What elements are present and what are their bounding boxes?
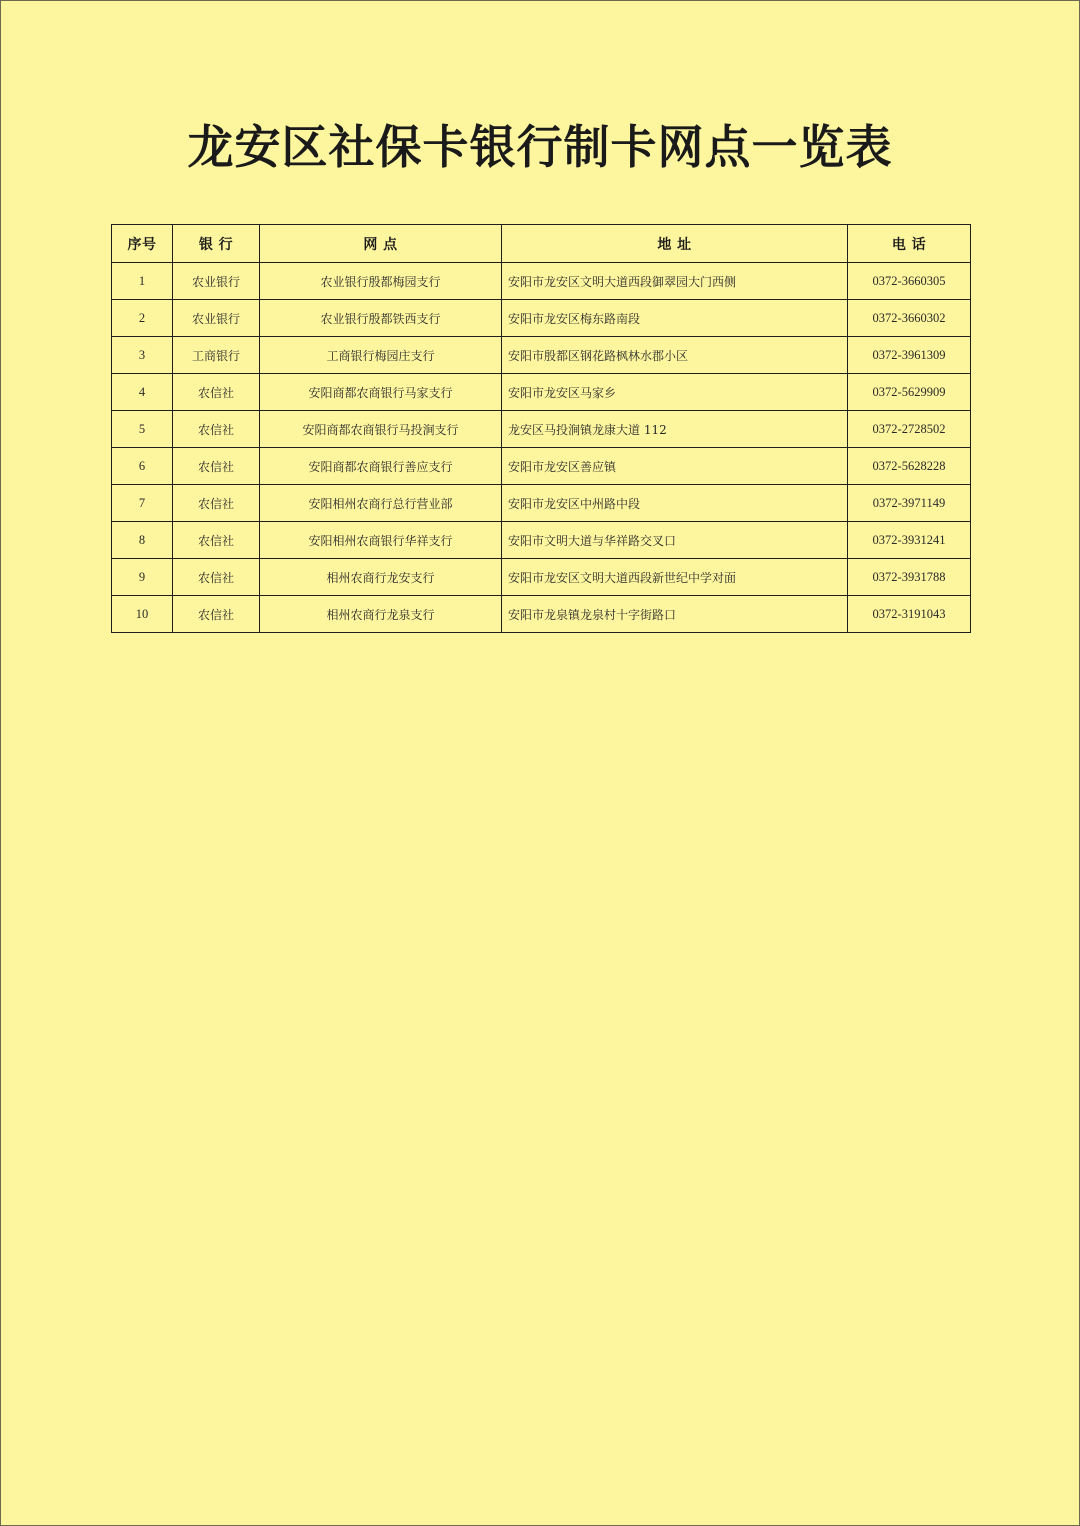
cell-address: 安阳市龙安区梅东路南段 <box>502 300 848 337</box>
table-row <box>112 300 971 337</box>
cell-bank: 农信社 <box>173 411 260 448</box>
cell-branch: 农业银行殷都梅园支行 <box>260 263 502 300</box>
cell-bank: 农业银行 <box>173 300 260 337</box>
cell-branch: 工商银行梅园庄支行 <box>260 337 502 374</box>
cell-address: 安阳市龙安区马家乡 <box>502 374 848 411</box>
header-index: 序号 <box>112 225 173 263</box>
table-row <box>112 448 971 485</box>
cell-phone: 0372-3660302 <box>848 300 971 337</box>
cell-phone: 0372-3961309 <box>848 337 971 374</box>
cell-index: 7 <box>112 485 173 522</box>
cell-address: 安阳市龙安区文明大道西段新世纪中学对面 <box>502 559 848 596</box>
cell-index: 3 <box>112 337 173 374</box>
cell-bank: 农信社 <box>173 374 260 411</box>
table-row <box>112 522 971 559</box>
table-row <box>112 596 971 633</box>
cell-phone: 0372-3971149 <box>848 485 971 522</box>
cell-address: 安阳市文明大道与华祥路交叉口 <box>502 522 848 559</box>
cell-branch: 相州农商行龙安支行 <box>260 559 502 596</box>
cell-bank: 农业银行 <box>173 263 260 300</box>
cell-branch: 安阳商都农商银行善应支行 <box>260 448 502 485</box>
cell-address: 安阳市龙安区中州路中段 <box>502 485 848 522</box>
cell-bank: 农信社 <box>173 485 260 522</box>
cell-index: 2 <box>112 300 173 337</box>
cell-phone: 0372-2728502 <box>848 411 971 448</box>
header-branch: 网 点 <box>260 225 502 263</box>
cell-phone: 0372-5629909 <box>848 374 971 411</box>
page-title: 龙安区社保卡银行制卡网点一览表 <box>187 120 893 174</box>
cell-address: 安阳市龙泉镇龙泉村十字街路口 <box>502 596 848 633</box>
cell-phone: 0372-5628228 <box>848 448 971 485</box>
cell-bank: 农信社 <box>173 522 260 559</box>
table-row <box>112 559 971 596</box>
cell-phone: 0372-3931788 <box>848 559 971 596</box>
cell-branch: 安阳商都农商银行马家支行 <box>260 374 502 411</box>
cell-index: 10 <box>112 596 173 633</box>
header-phone: 电 话 <box>848 225 971 263</box>
cell-branch: 安阳商都农商银行马投涧支行 <box>260 411 502 448</box>
table-header-row <box>112 225 971 263</box>
table-row <box>112 374 971 411</box>
cell-index: 1 <box>112 263 173 300</box>
branch-table <box>111 224 971 633</box>
cell-address: 安阳市龙安区文明大道西段御翠园大门西侧 <box>502 263 848 300</box>
cell-index: 5 <box>112 411 173 448</box>
header-bank: 银 行 <box>173 225 260 263</box>
cell-phone: 0372-3931241 <box>848 522 971 559</box>
cell-phone: 0372-3660305 <box>848 263 971 300</box>
table-row <box>112 411 971 448</box>
cell-index: 6 <box>112 448 173 485</box>
cell-branch: 安阳相州农商行总行营业部 <box>260 485 502 522</box>
table-row <box>112 337 971 374</box>
table-row <box>112 263 971 300</box>
cell-phone: 0372-3191043 <box>848 596 971 633</box>
cell-branch: 安阳相州农商银行华祥支行 <box>260 522 502 559</box>
cell-branch: 农业银行殷都铁西支行 <box>260 300 502 337</box>
header-address: 地 址 <box>502 225 848 263</box>
cell-address: 安阳市龙安区善应镇 <box>502 448 848 485</box>
cell-address: 龙安区马投涧镇龙康大道 112 <box>502 411 848 448</box>
table-row <box>112 485 971 522</box>
cell-index: 9 <box>112 559 173 596</box>
cell-bank: 农信社 <box>173 559 260 596</box>
cell-bank: 农信社 <box>173 448 260 485</box>
cell-address: 安阳市殷都区钢花路枫林水郡小区 <box>502 337 848 374</box>
cell-bank: 工商银行 <box>173 337 260 374</box>
cell-branch: 相州农商行龙泉支行 <box>260 596 502 633</box>
cell-index: 4 <box>112 374 173 411</box>
cell-bank: 农信社 <box>173 596 260 633</box>
cell-index: 8 <box>112 522 173 559</box>
